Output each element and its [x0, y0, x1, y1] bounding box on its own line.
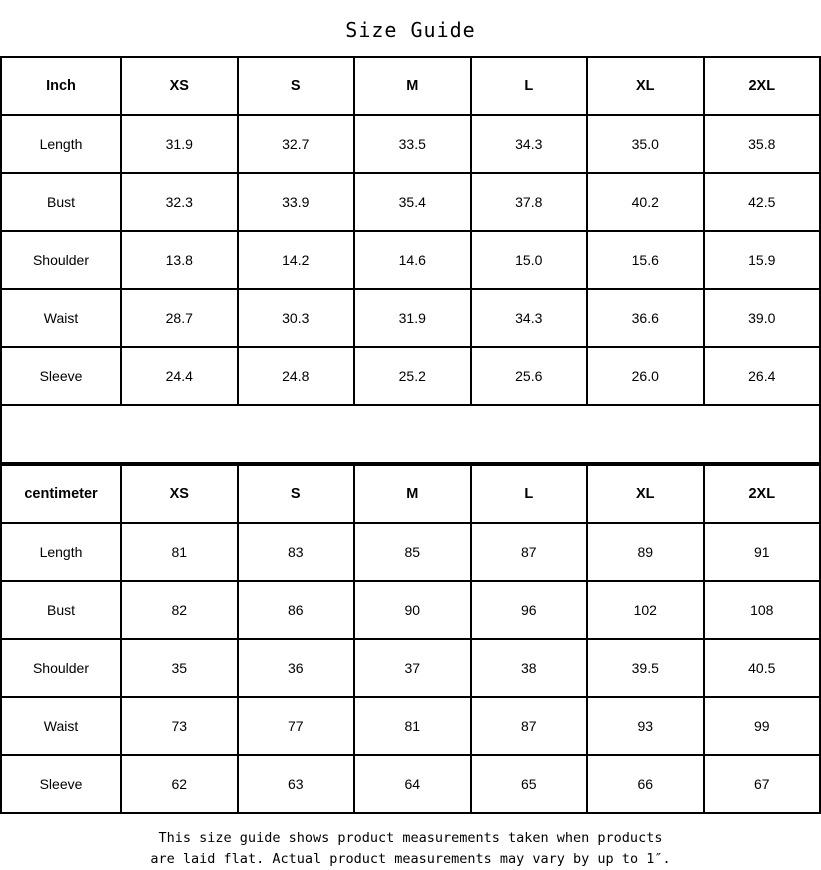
table-row [1, 697, 820, 755]
cell-sleeve-xl: 26.0 [587, 347, 704, 405]
size-column-header-xl: XL [587, 465, 704, 523]
cell-waist-m: 81 [354, 697, 471, 755]
cell-sleeve-s: 63 [238, 755, 355, 813]
measure-label-shoulder: Shoulder [1, 231, 121, 289]
cell-length-l: 34.3 [471, 115, 588, 173]
cell-bust-m: 35.4 [354, 173, 471, 231]
cell-length-m: 33.5 [354, 115, 471, 173]
size-column-header-xs: XS [121, 465, 238, 523]
table-row [1, 755, 820, 813]
table-header-row [1, 57, 820, 115]
cell-waist-xs: 28.7 [121, 289, 238, 347]
cell-waist-xl: 36.6 [587, 289, 704, 347]
measure-label-bust: Bust [1, 173, 121, 231]
page-title: Size Guide [345, 18, 476, 42]
cell-shoulder-2xl: 15.9 [704, 231, 821, 289]
measure-label-waist: Waist [1, 289, 121, 347]
cell-length-xl: 89 [587, 523, 704, 581]
cell-length-l: 87 [471, 523, 588, 581]
size-column-header-xl: XL [587, 57, 704, 115]
table-row [1, 289, 820, 347]
cell-shoulder-m: 37 [354, 639, 471, 697]
footnote-line-2: are laid flat. Actual product measurements may vary by up to 1″. [150, 850, 671, 867]
cell-waist-s: 30.3 [238, 289, 355, 347]
cell-waist-xs: 73 [121, 697, 238, 755]
spacer-cell [1, 405, 820, 463]
cell-length-xl: 35.0 [587, 115, 704, 173]
cell-sleeve-m: 25.2 [354, 347, 471, 405]
cell-bust-l: 96 [471, 581, 588, 639]
cell-length-xs: 81 [121, 523, 238, 581]
cell-shoulder-2xl: 40.5 [704, 639, 821, 697]
size-column-header-xs: XS [121, 57, 238, 115]
table-row [1, 173, 820, 231]
cell-shoulder-l: 15.0 [471, 231, 588, 289]
size-column-header-l: L [471, 57, 588, 115]
table-row [1, 115, 820, 173]
table-header-row [1, 465, 820, 523]
cell-length-s: 32.7 [238, 115, 355, 173]
cell-length-s: 83 [238, 523, 355, 581]
table-row [1, 581, 820, 639]
size-column-header-s: S [238, 57, 355, 115]
cell-waist-xl: 93 [587, 697, 704, 755]
cell-sleeve-xl: 66 [587, 755, 704, 813]
size-table-inch [0, 56, 821, 464]
table-row [1, 231, 820, 289]
size-column-header-2xl: 2XL [704, 465, 821, 523]
cell-bust-2xl: 108 [704, 581, 821, 639]
cell-sleeve-l: 65 [471, 755, 588, 813]
size-column-header-m: M [354, 465, 471, 523]
measure-label-sleeve: Sleeve [1, 347, 121, 405]
measure-label-shoulder: Shoulder [1, 639, 121, 697]
size-column-header-m: M [354, 57, 471, 115]
measure-label-sleeve: Sleeve [1, 755, 121, 813]
cell-sleeve-xs: 24.4 [121, 347, 238, 405]
cell-sleeve-2xl: 26.4 [704, 347, 821, 405]
cell-sleeve-l: 25.6 [471, 347, 588, 405]
cell-bust-xs: 32.3 [121, 173, 238, 231]
cell-bust-xs: 82 [121, 581, 238, 639]
footnote-line-1: This size guide shows product measurements taken when products [158, 830, 663, 846]
measure-label-length: Length [1, 115, 121, 173]
unit-label-inch: Inch [1, 57, 121, 115]
table-row [1, 523, 820, 581]
cell-bust-xl: 40.2 [587, 173, 704, 231]
size-table-centimeter [0, 464, 821, 814]
cell-shoulder-xl: 15.6 [587, 231, 704, 289]
cell-shoulder-xs: 13.8 [121, 231, 238, 289]
cell-waist-m: 31.9 [354, 289, 471, 347]
cell-shoulder-s: 14.2 [238, 231, 355, 289]
table-row [1, 347, 820, 405]
cell-length-m: 85 [354, 523, 471, 581]
measure-label-waist: Waist [1, 697, 121, 755]
cell-sleeve-xs: 62 [121, 755, 238, 813]
size-column-header-l: L [471, 465, 588, 523]
table-row [1, 639, 820, 697]
unit-label-centimeter: centimeter [1, 465, 121, 523]
cell-waist-l: 87 [471, 697, 588, 755]
cell-waist-s: 77 [238, 697, 355, 755]
cell-sleeve-2xl: 67 [704, 755, 821, 813]
cell-length-xs: 31.9 [121, 115, 238, 173]
cell-shoulder-m: 14.6 [354, 231, 471, 289]
cell-length-2xl: 35.8 [704, 115, 821, 173]
cell-shoulder-l: 38 [471, 639, 588, 697]
cell-waist-l: 34.3 [471, 289, 588, 347]
cell-sleeve-m: 64 [354, 755, 471, 813]
table-spacer-row [1, 405, 820, 463]
cell-waist-2xl: 99 [704, 697, 821, 755]
cell-bust-s: 33.9 [238, 173, 355, 231]
measure-label-length: Length [1, 523, 121, 581]
size-column-header-2xl: 2XL [704, 57, 821, 115]
cell-shoulder-xs: 35 [121, 639, 238, 697]
cell-bust-m: 90 [354, 581, 471, 639]
cell-bust-xl: 102 [587, 581, 704, 639]
cell-bust-l: 37.8 [471, 173, 588, 231]
cell-bust-2xl: 42.5 [704, 173, 821, 231]
size-column-header-s: S [238, 465, 355, 523]
cell-shoulder-xl: 39.5 [587, 639, 704, 697]
cell-waist-2xl: 39.0 [704, 289, 821, 347]
cell-length-2xl: 91 [704, 523, 821, 581]
cell-bust-s: 86 [238, 581, 355, 639]
cell-sleeve-s: 24.8 [238, 347, 355, 405]
cell-shoulder-s: 36 [238, 639, 355, 697]
measure-label-bust: Bust [1, 581, 121, 639]
